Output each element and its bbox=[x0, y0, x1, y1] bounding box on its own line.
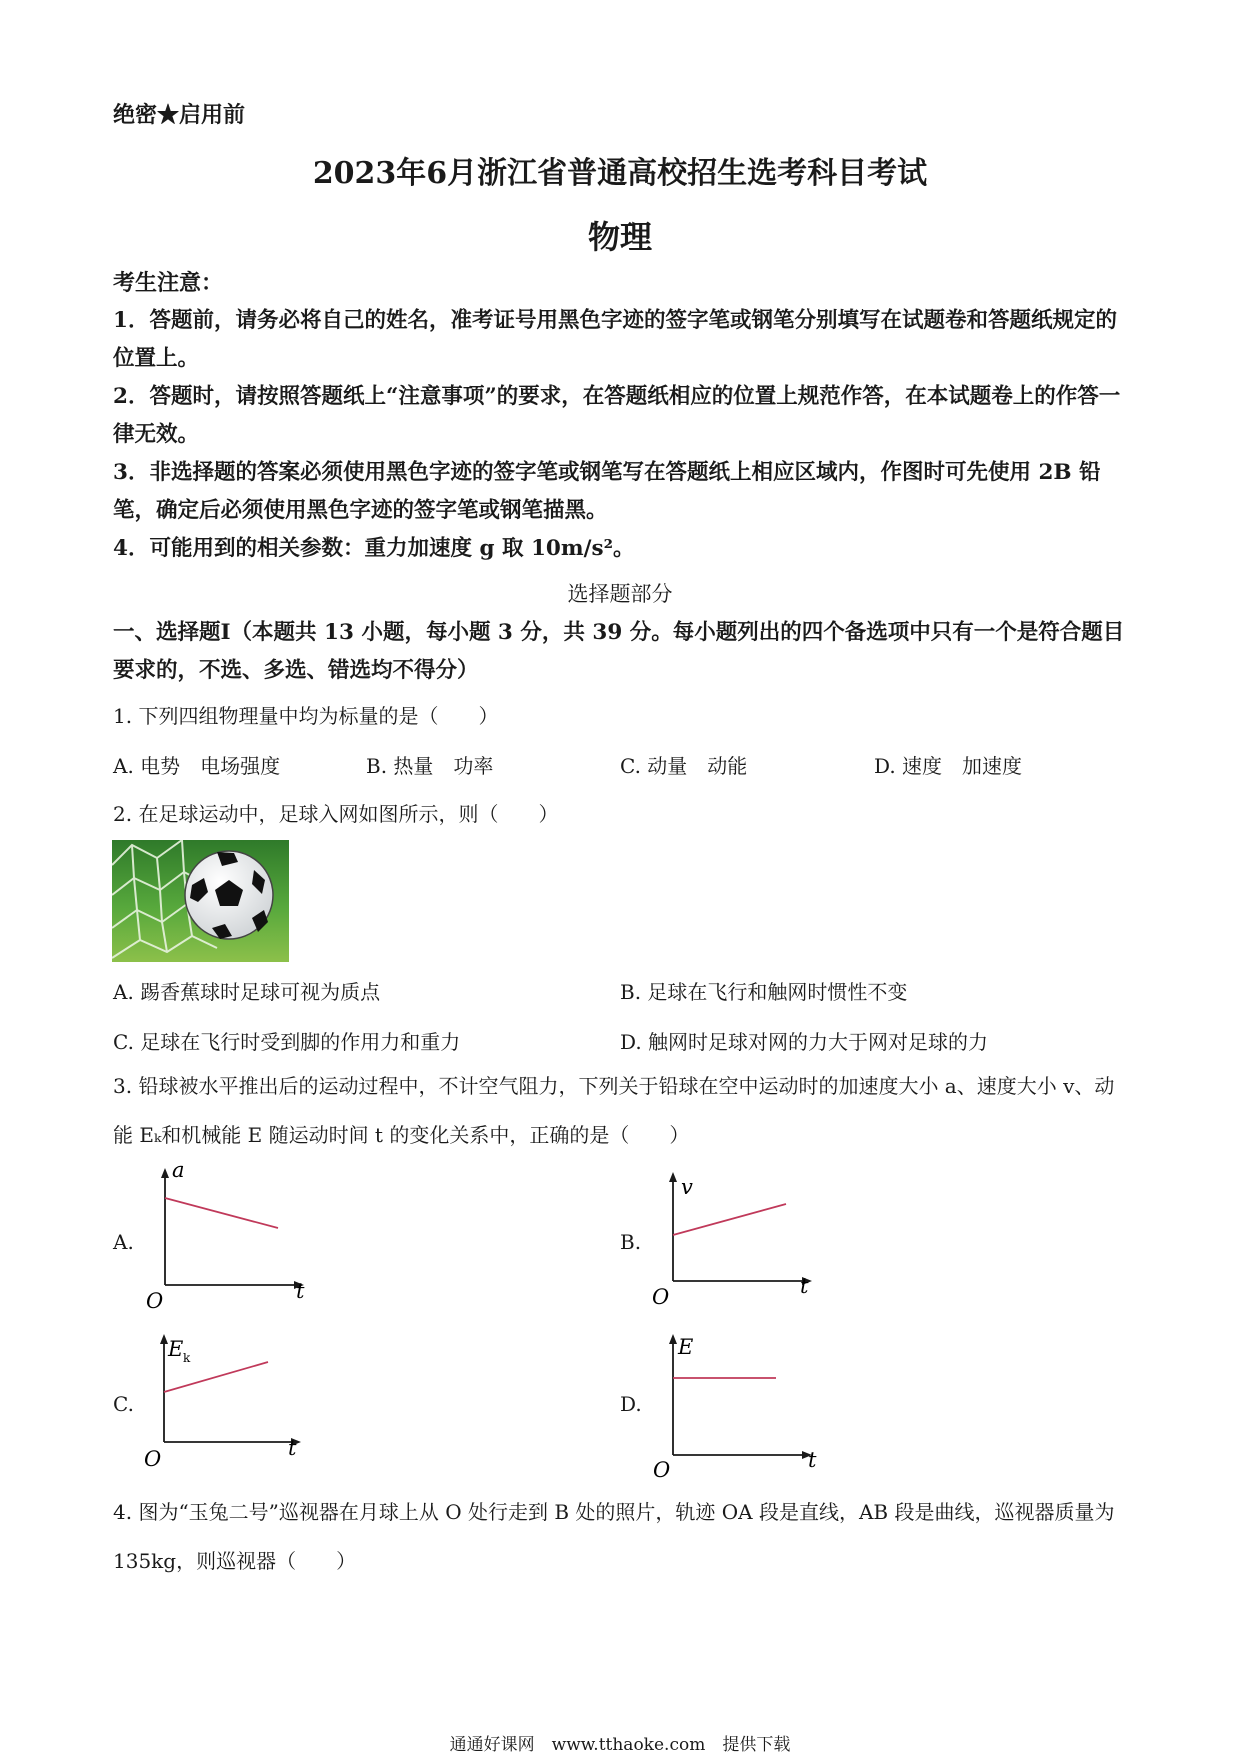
graph-line bbox=[164, 1362, 268, 1392]
q3-graph-d bbox=[648, 1322, 828, 1482]
question-3-stem: 3. 铅球被水平推出后的运动过程中，不计空气阻力，下列关于铅球在空中运动时的加速度大小 a、速度大小 v、动能 Eₖ和机械能 E 随运动时间 t 的变化关系中，正确的是（ ） bbox=[113, 1074, 1115, 1147]
origin-label: O bbox=[653, 1458, 671, 1482]
notice-item-2: 2．答题时，请按照答题纸上“注意事项”的要求，在答题纸相应的位置上规范作答，在本试题卷上的作答一律无效。 bbox=[113, 384, 1121, 447]
soccer-ball-image bbox=[112, 840, 289, 962]
q2-option-a: A. 踢香蕉球时足球可视为质点 bbox=[113, 980, 381, 1004]
q3-option-b-label: B. bbox=[620, 1230, 642, 1254]
y-axis-arrow bbox=[161, 1168, 169, 1178]
notice-item-1: 1．答题前，请务必将自己的姓名，准考证号用黑色字迹的签字笔或钢笔分别填写在试题卷和答题纸规定的位置上。 bbox=[113, 308, 1117, 371]
q2-option-c: C. 足球在飞行时受到脚的作用力和重力 bbox=[113, 1030, 461, 1054]
q3-option-a-label: A. bbox=[113, 1230, 134, 1254]
origin-label: O bbox=[652, 1285, 670, 1309]
origin-label: O bbox=[144, 1447, 162, 1471]
q3-graph-c bbox=[140, 1322, 320, 1472]
y-axis-label: E bbox=[168, 1337, 184, 1361]
q3-graph-a bbox=[140, 1160, 320, 1310]
question-4-stem: 4. 图为“玉兔二号”巡视器在月球上从 O 处行走到 B 处的照片，轨迹 OA 段是直线，AB 段是曲线，巡视器质量为 135kg，则巡视器（ ） bbox=[113, 1500, 1115, 1573]
x-axis-label: t bbox=[296, 1279, 305, 1303]
y-axis-label: v bbox=[681, 1175, 693, 1199]
y-axis-arrow bbox=[669, 1334, 677, 1344]
y-axis-subscript: k bbox=[183, 1351, 191, 1365]
footer-source: 通通好课网 www.tthaoke.com 提供下载 bbox=[449, 1735, 791, 1755]
exam-title: 2023年6月浙江省普通高校招生选考科目考试 bbox=[312, 156, 928, 191]
y-axis-label: a bbox=[172, 1160, 185, 1182]
q2-option-b: B. 足球在飞行和触网时惯性不变 bbox=[620, 980, 908, 1004]
y-axis-arrow bbox=[669, 1172, 677, 1182]
y-axis-arrow bbox=[160, 1334, 168, 1344]
question-1-stem: 1. 下列四组物理量中均为标量的是（ ） bbox=[113, 704, 499, 728]
q1-option-b: B. 热量 功率 bbox=[366, 754, 494, 778]
x-axis-label: t bbox=[800, 1274, 809, 1298]
subject-title: 物理 bbox=[587, 218, 652, 256]
section-title: 选择题部分 bbox=[567, 582, 673, 606]
y-axis-label: E bbox=[678, 1335, 694, 1359]
notice-item-3: 3．非选择题的答案必须使用黑色字迹的签字笔或钢笔写在答题纸上相应区域内，作图时可先使用 2B 铅笔，确定后必须使用黑色字迹的签字笔或钢笔描黑。 bbox=[113, 460, 1101, 523]
x-axis-label: t bbox=[808, 1448, 817, 1472]
q1-option-d: D. 速度 加速度 bbox=[874, 754, 1023, 778]
part-instructions: 一、选择题Ⅰ（本题共 13 小题，每小题 3 分，共 39 分。每小题列出的四个备选项中只有一个是符合题目要求的，不选、多选、错选均不得分） bbox=[113, 620, 1125, 683]
question-2-stem: 2. 在足球运动中，足球入网如图所示，则（ ） bbox=[113, 802, 559, 826]
q1-option-a: A. 电势 电场强度 bbox=[113, 754, 281, 778]
secret-label: 绝密★启用前 bbox=[113, 102, 246, 128]
x-axis-label: t bbox=[288, 1436, 297, 1460]
q3-graph-b bbox=[648, 1160, 828, 1310]
q3-option-c-label: C. bbox=[113, 1392, 134, 1416]
graph-line bbox=[165, 1198, 278, 1228]
q1-option-c: C. 动量 动能 bbox=[620, 754, 748, 778]
notice-heading: 考生注意： bbox=[113, 270, 224, 296]
q2-option-d: D. 触网时足球对网的力大于网对足球的力 bbox=[620, 1030, 989, 1054]
graph-line bbox=[673, 1204, 786, 1235]
q3-option-d-label: D. bbox=[620, 1392, 642, 1416]
notice-item-4: 4．可能用到的相关参数：重力加速度 g 取 10m/s²。 bbox=[113, 536, 635, 561]
origin-label: O bbox=[146, 1289, 164, 1310]
